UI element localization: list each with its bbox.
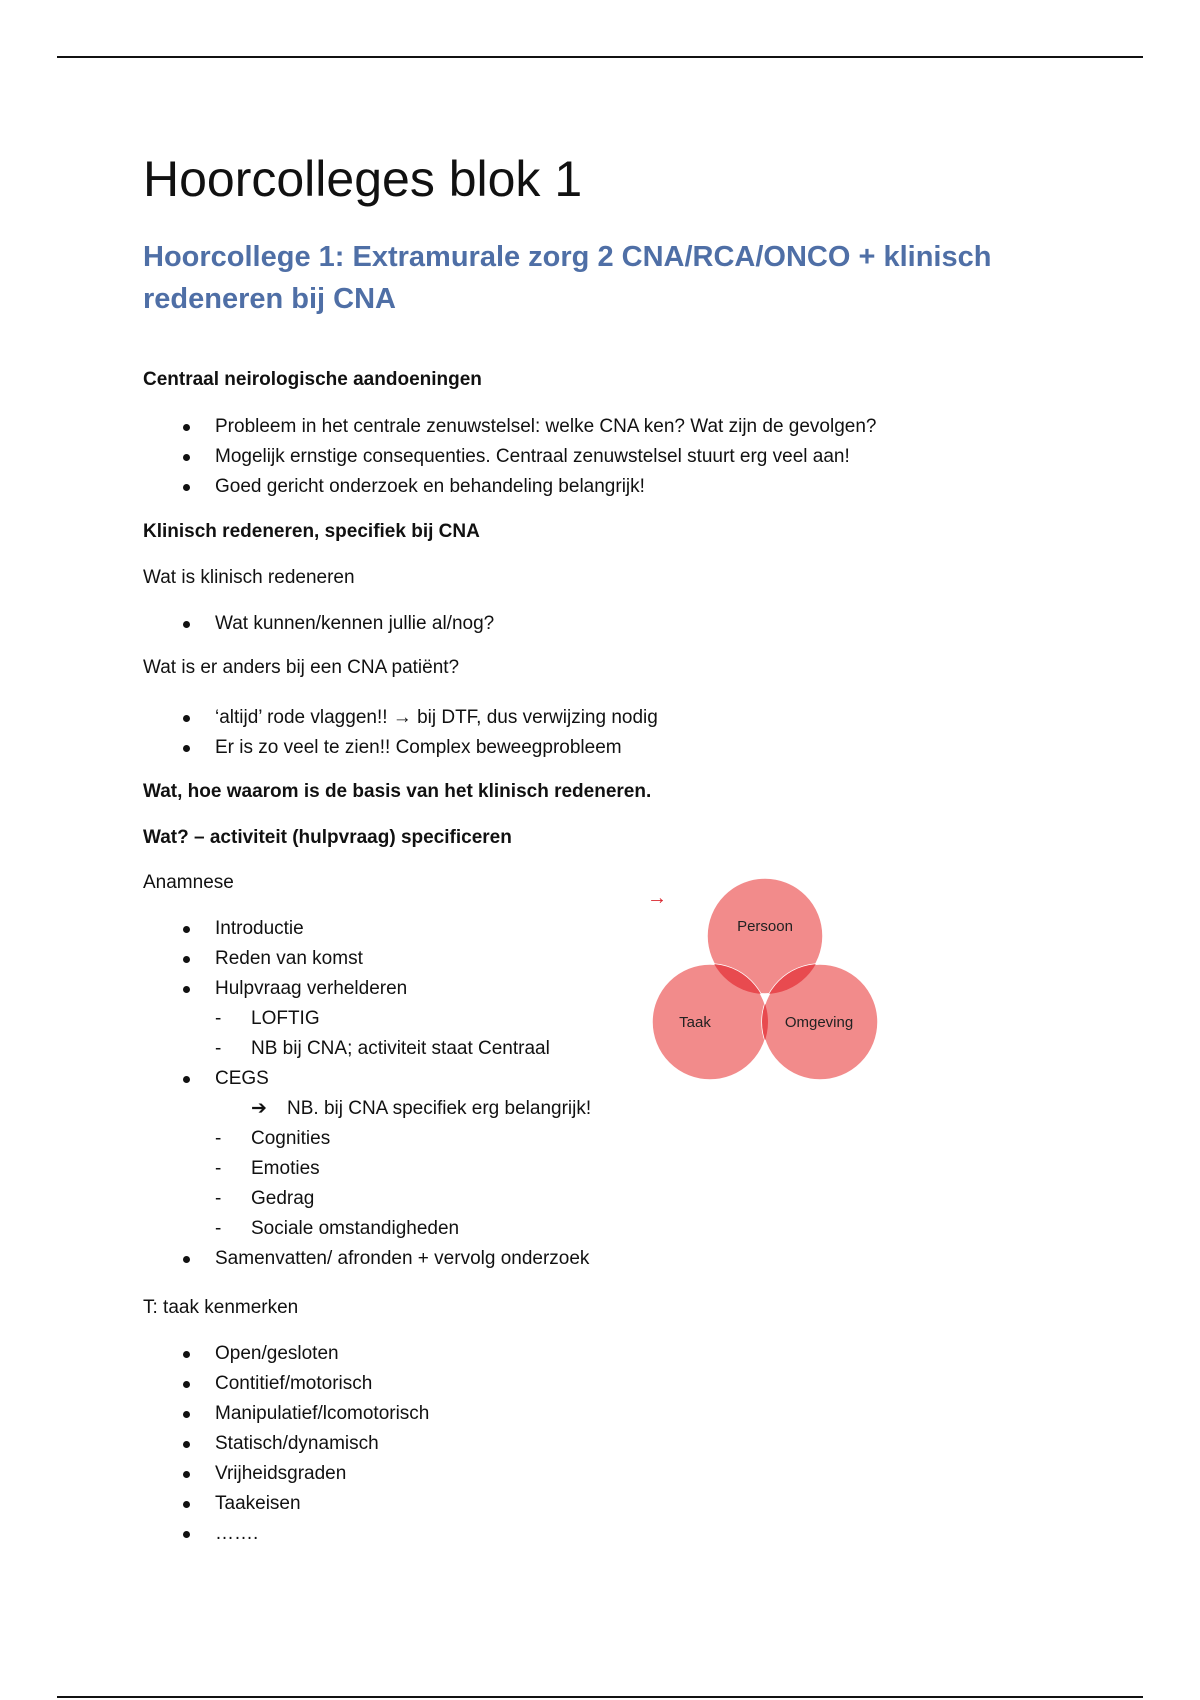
section-heading-klinisch: Klinisch redeneren, specifiek bij CNA	[143, 521, 480, 542]
question-klinisch-redeneren: Wat is klinisch redeneren	[143, 567, 355, 588]
venn-diagram	[652, 878, 878, 1084]
arrow-right-icon: →	[647, 887, 667, 909]
list-item: ‘altijd’ rode vlaggen!! → bij DTF, dus verwijzing nodig	[143, 703, 658, 733]
list-item: Statisch/dynamisch	[143, 1429, 429, 1459]
list-item: Vrijheidsgraden	[143, 1459, 429, 1489]
label-taak-kenmerken: T: taak kenmerken	[143, 1297, 299, 1318]
list-item: Wat kunnen/kennen jullie al/nog?	[143, 609, 494, 639]
list-item: Taakeisen	[143, 1489, 429, 1519]
venn-label-omgeving: Omgeving	[784, 1014, 854, 1031]
taak-kenmerken-list	[143, 1339, 429, 1549]
sub-list-item: - LOFTIG	[143, 1004, 589, 1034]
arrow-note	[143, 1094, 592, 1124]
sub-list-item: - NB bij CNA; activiteit staat Centraal	[143, 1034, 589, 1064]
sub-list-item: - Cognities	[143, 1124, 589, 1154]
list-item: Introductie	[143, 914, 589, 944]
q2-bullet-list	[143, 703, 658, 763]
list-item: Goed gericht onderzoek en behandeling belangrijk!	[143, 472, 876, 502]
section-heading-cna: Centraal neirologische aandoeningen	[143, 369, 482, 390]
section-heading-basis: Wat, hoe waarom is de basis van het klinisch redeneren.	[143, 781, 652, 802]
sub-list-item: - Sociale omstandigheden	[143, 1214, 589, 1244]
venn-label-taak: Taak	[679, 1014, 711, 1031]
list-item: Reden van komst	[143, 944, 589, 974]
arrow-note-text: NB. bij CNA specifiek erg belangrijk!	[287, 1098, 592, 1119]
list-item: Open/gesloten	[143, 1339, 429, 1369]
list-item: Contitief/motorisch	[143, 1369, 429, 1399]
list-item: Mogelijk ernstige consequenties. Centraal zenuwstelsel stuurt erg veel aan!	[143, 442, 876, 472]
list-item: Hulpvraag verhelderen	[143, 974, 589, 1004]
sub-list-item: - Emoties	[143, 1154, 589, 1184]
list-item: …….	[143, 1519, 429, 1549]
lecture-subtitle: Hoorcollege 1: Extramurale zorg 2 CNA/RCA/ONCO + klinisch redeneren bij CNA	[143, 241, 992, 315]
list-item: Samenvatten/ afronden + vervolg onderzoek	[143, 1244, 589, 1274]
list-item: CEGS	[143, 1064, 589, 1094]
document-title: Hoorcolleges blok 1	[143, 151, 583, 207]
venn-label-persoon: Persoon	[737, 918, 793, 935]
top-rule	[57, 56, 1143, 58]
list-item: Manipulatief/lcomotorisch	[143, 1399, 429, 1429]
question-cna-patient: Wat is er anders bij een CNA patiënt?	[143, 657, 460, 678]
section-heading-wat: Wat? – activiteit (hulpvraag) specificeren	[143, 827, 512, 848]
label-anamnese: Anamnese	[143, 872, 234, 893]
arrow-right-icon: ➔	[251, 1098, 267, 1119]
list-item: Probleem in het centrale zenuwstelsel: welke CNA ken? Wat zijn de gevolgen?	[143, 412, 876, 442]
q1-bullet-list	[143, 609, 494, 639]
bottom-rule	[57, 1696, 1143, 1698]
sub-list-item: - Gedrag	[143, 1184, 589, 1214]
list-item: Er is zo veel te zien!! Complex beweegprobleem	[143, 733, 658, 763]
anamnese-list	[143, 914, 592, 1274]
cna-bullet-list	[143, 412, 876, 502]
